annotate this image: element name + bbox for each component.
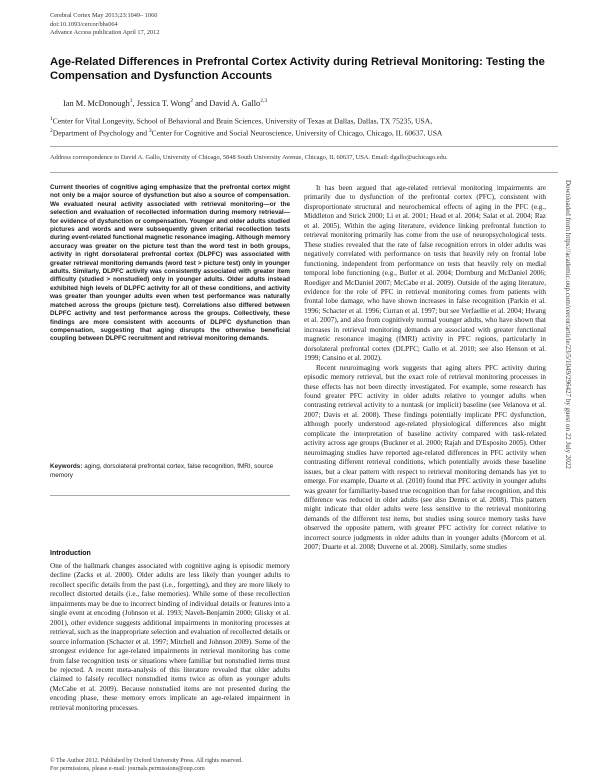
- journal-metadata: [50, 12, 159, 38]
- author-affiliation-mark: 1: [129, 98, 133, 104]
- affiliation-mark: 2: [50, 128, 53, 134]
- advance-access: Advance Access publication April 17, 2012: [50, 29, 160, 37]
- divider: [50, 495, 290, 496]
- download-watermark: [560, 180, 574, 580]
- author-affiliation-mark: 2,3: [260, 98, 268, 104]
- keywords: [50, 462, 290, 480]
- article-title: Age-Related Differences in Prefrontal Cortex Activity during Retrieval Monitoring: Testing the Compensation and Dysfunction Accounts: [50, 56, 545, 82]
- affiliation-text: Center for Cognitive and Social Neuroscience, University of Chicago, Chicago, IL 60637, USA: [151, 128, 443, 138]
- affiliation-2: [50, 126, 555, 139]
- permissions: For permissions, please e-mail: journals.permissions@oup.com: [50, 766, 205, 772]
- footer: [50, 757, 243, 773]
- divider: [50, 172, 558, 173]
- author-name: Ian M. McDonough: [63, 98, 130, 108]
- body-paragraph: It has been argued that age-related retrieval monitoring impairments are primarily due to dysfunction of the prefrontal cortex (PFC), consistent with disproportionate structural and neurochemical effects of aging in the PFC (e.g., Middleton and Strick 2000; Li et al. 2001; Head et al. 2004; Salat et al. 2004; Raz et al. 2005). Within the aging literature, evidence linking prefrontal function to retrieval monitoring primarily has come from the use of neuropsychological tests. These studies revealed that the rate of false recognition errors in older adults was negatively correlated with performance on tests that heavily rely on frontal lobe functioning, independent from performance on tests that heavily rely on medial temporal lobe functioning (e.g., Butler et al. 2004; Dornburg and McDaniel 2006; Roediger and McDaniel 2007; McCabe et al. 2009). Outside of the aging literature, evidence for the role of PFC in retrieval monitoring comes from patients with frontal lobe damage, who have shown increases in false recognition (Parkin et al. 1996; Schacter et al. 1996; Curran et al. 1997; but see Verfaellie et al. 2004; Hwang et al. 2007), and also from cognitively normal younger adults, who have shown that increases in retrieval monitoring demands are associated with greater functional magnetic resonance imaging (fMRI) activity in PFC regions, particularly in dorsolateral prefrontal cortex (DLPFC; Gallo et al. 2010; see also Henson et al. 1999; Cansino et al. 2002).: [304, 184, 546, 363]
- keywords-text: aging, dorsolateral prefrontal cortex, false recognition, fMRI, source memory: [50, 463, 274, 479]
- author-separator: and: [192, 98, 210, 108]
- affiliation-1: [50, 114, 555, 127]
- keywords-label: Keywords:: [50, 463, 83, 470]
- author-separator: ,: [132, 98, 137, 108]
- body-paragraph: Recent neuroimaging work suggests that aging alters PFC activity during episodic memory retrieval, but the exact role of retrieval monitoring processes in these effects has not been directly investigated. For example, some research has found greater PFC activity in older adults relative to younger adults when contrasting retrieval activity to a nontask (or implicit) baseline (see Velanova et al. 2007; Davis et al. 2008). These findings potentially implicate PFC dysfunction, although poorly understood age-related physiological differences also might complicate the interpretation of baseline activity compared with task-related activity across age groups (Buckner et al. 2000; Rajah and D'Esposito 2005). Other neuroimaging studies have reported age-related differences in PFC activity when contrasting different retrieval conditions, which potentially avoids these baseline issues, but a clear pattern with respect to retrieval monitoring demands has yet to emerge. For example, Duarte et al. (2010) found that PFC activity in younger adults was greater for familiarity-based true recognition than for false recognition, and this difference was reduced in older adults (see also Dennis et al. 2008). This pattern might indicate that older adults were less sensitive to the retrieval monitoring demands of the different test items, but studies using source memory tasks have observed the opposite pattern, with greater PFC activity for correct relative to incorrect source judgments in older adults than in younger adults (Morcom et al. 2007; Duarte et al. 2008; Duverne et al. 2008). Similarly, some studies: [304, 363, 546, 552]
- doi: doi:10.1093/cercor/bhs064: [50, 20, 118, 28]
- copyright: © The Author 2012. Published by Oxford University Press. All rights reserved.: [50, 758, 243, 764]
- section-heading: Introduction: [50, 550, 91, 557]
- author-name: Jessica T. Wong: [136, 98, 191, 108]
- abstract: Current theories of cognitive aging emphasize that the prefrontal cortex might not only be a major source of dysfunction but also a source of compensation. We evaluated neural activity associated with retrieval monitoring—or the selection and evaluation of recollected information during memory retrieval—for evidence of dysfunction or compensation. Younger and older adults studied pictures and words and were subsequently given criterial recollection tests during event-related functional magnetic resonance imaging. Although memory accuracy was greater on the picture test than the word test in both groups, activity in right dorsolateral prefrontal cortex (DLPFC) was associated with greater retrieval monitoring demands (word test > picture test) only in younger adults. Similarly, DLPFC activity was consistently associated with greater item difficulty (studied > nonstudied) only in younger adults. Older adults instead exhibited high levels of DLPFC activity for all of these conditions, and activity was greater than younger adults even when test performance was naturally matched across the groups (picture test). Correlations also differed between DLPFC activity and test performance across the groups. Collectively, these findings are more consistent with accounts of DLPFC dysfunction than compensation, suggesting that aging disrupts the otherwise beneficial coupling between DLPFC recruitment and retrieval monitoring demands.: [50, 184, 290, 343]
- affiliation-mark: 1: [50, 116, 53, 122]
- author-name: David A. Gallo: [209, 98, 261, 108]
- divider: [50, 146, 558, 147]
- affiliation-text: Department of Psychology and: [52, 128, 149, 138]
- author-list: [63, 98, 267, 108]
- right-column: [304, 184, 546, 553]
- correspondence-address: Address correspondence to David A. Gallo, University of Chicago, 5848 South University Avenue, Chicago, IL 60637, USA. Email: dgallo@uchicago.edu.: [50, 154, 448, 161]
- affiliation-text: Center for Vital Longevity, School of Behavioral and Brain Sciences, University of Texas at Dallas, Dallas, TX 75235, USA,: [52, 116, 433, 126]
- intro-paragraph: One of the hallmark changes associated with cognitive aging is episodic memory decline (Zacks et al. 2000). Older adults are less likely than younger adults to recollect specific details from the past (i.e., forgetting), and they are more likely to recollect distorted details (i.e., false memories). While some of these recollection impairments may be due to incorrect binding of individual details or features into a single event at encoding (Johnson et al. 1993; Naveh-Benjamin 2000; Glisky et al. 2001), other evidence suggests additional impairments in monitoring processes at retrieval, such as the inappropriate selection and evaluation of recollected details or source information (Schacter et al. 1997; Mitchell and Johnson 2009). Some of the strongest evidence for age-related impairments in retrieval monitoring has come from false recognition tests or situations where familiar but nonstudied items must be rejected. A recent meta-analysis of this literature revealed that older adults claimed to falsely recollect nonstudied items twice as often as younger adults (McCabe et al. 2009). Because nonstudied items are not presented during the encoding phase, these memory errors implicate an age-related impairment in retrieval monitoring processes.: [50, 562, 290, 712]
- download-note: Downloaded from https://academic.oup.com/cercor/article/23/5/1049/296427 by guest on 22 July 2022: [564, 180, 572, 469]
- journal-citation: Cerebral Cortex May 2013;23:1049– 1060: [50, 12, 158, 19]
- author-affiliation-mark: 2: [190, 98, 193, 104]
- affiliation-mark: 3: [148, 128, 152, 134]
